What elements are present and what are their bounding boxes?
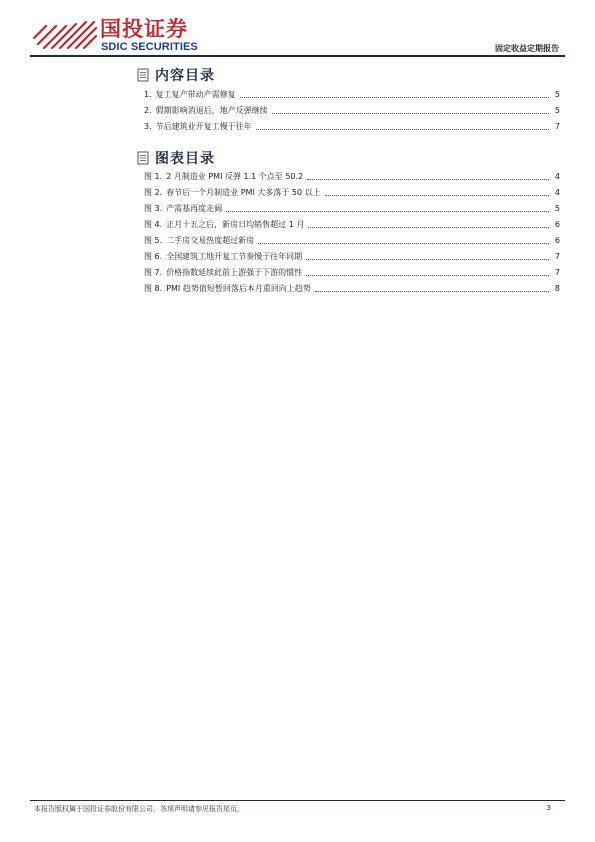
page-header xyxy=(0,0,595,62)
toc-entry-label: 假期影响消退后，地产反弹继续 xyxy=(155,106,268,115)
toc-entry-page: 5 xyxy=(554,90,560,99)
figure-entry-label: 二手房交易热度超过新房 xyxy=(166,236,255,245)
figure-entry-page: 4 xyxy=(554,172,560,181)
toc-entry-number: 3. xyxy=(144,122,152,131)
figure-entry-page: 6 xyxy=(554,220,560,229)
toc-entry[interactable] xyxy=(144,88,560,100)
dot-leader xyxy=(315,291,549,292)
figure-entry[interactable] xyxy=(144,250,560,262)
report-type-label: 固定收益定期报告 xyxy=(495,44,559,53)
toc-entry-page: 5 xyxy=(554,106,560,115)
figure-entry-page: 7 xyxy=(554,268,560,277)
toc-entry-number: 1. xyxy=(144,90,152,99)
figure-entry-number: 图 3. xyxy=(144,204,163,213)
figure-entry-label: 全国建筑工地开复工节奏慢于往年同期 xyxy=(166,252,303,261)
dot-leader xyxy=(226,211,549,212)
dot-leader xyxy=(308,227,549,228)
document-icon xyxy=(137,151,149,165)
figure-entry-page: 6 xyxy=(554,236,560,245)
figure-entry[interactable] xyxy=(144,186,560,198)
footer-divider xyxy=(30,800,565,801)
figure-entry-number: 图 1. xyxy=(144,172,163,181)
figure-entry[interactable] xyxy=(144,266,560,278)
figure-entry-label: 价格指数延续此前上游强于下游的惯性 xyxy=(166,268,303,277)
figure-entry[interactable] xyxy=(144,170,560,182)
page-number: 3 xyxy=(546,804,551,812)
figure-entry-label: 正月十五之后，新房日均销售超过 1 月 xyxy=(166,220,305,229)
footer-disclaimer: 本报告版权属于国投证券股份有限公司，各项声明请参见报告尾页。 xyxy=(34,805,244,813)
figures-heading xyxy=(137,149,215,167)
toc-entry-label: 复工复产带动产需修复 xyxy=(155,90,236,99)
sdic-logo-icon xyxy=(32,16,98,50)
figure-entry-number: 图 2. xyxy=(144,188,163,197)
figure-entry[interactable] xyxy=(144,202,560,214)
document-icon xyxy=(137,68,149,82)
figure-entry-page: 5 xyxy=(554,204,560,213)
toc-entry[interactable] xyxy=(144,120,560,132)
dot-leader xyxy=(240,97,549,98)
figure-entry-number: 图 5. xyxy=(144,236,163,245)
dot-leader xyxy=(306,275,549,276)
figure-entry-page: 4 xyxy=(554,188,560,197)
figure-entry-label: 春节后一个月制造业 PMI 大多落于 50 以上 xyxy=(166,188,321,197)
figure-entry-number: 图 7. xyxy=(144,268,163,277)
figure-entry-number: 图 4. xyxy=(144,220,163,229)
figure-entry-label: PMI 趋势值短暂回落后本月重回向上趋势 xyxy=(166,284,311,293)
figure-entry-label: 产需基再度走阔 xyxy=(166,204,223,213)
dot-leader xyxy=(325,195,549,196)
brand-name-en: SDIC SECURITIES xyxy=(101,41,198,53)
contents-heading xyxy=(137,66,215,84)
brand-name-cn: 国投证券 xyxy=(100,17,188,41)
figures-title: 图表目录 xyxy=(155,151,215,167)
figure-entry[interactable] xyxy=(144,282,560,294)
toc-entry-page: 7 xyxy=(554,122,560,131)
dot-leader xyxy=(307,179,549,180)
figure-entry-page: 7 xyxy=(554,252,560,261)
figure-entry[interactable] xyxy=(144,234,560,246)
figure-entry[interactable] xyxy=(144,218,560,230)
toc-entry[interactable] xyxy=(144,104,560,116)
figure-entry-label: 2 月制造业 PMI 反弹 1.1 个点至 50.2 xyxy=(166,172,304,181)
contents-title: 内容目录 xyxy=(155,68,215,84)
toc-entry-label: 节后建筑业开复工慢于往年 xyxy=(155,122,252,131)
dot-leader xyxy=(306,259,549,260)
figure-entry-page: 8 xyxy=(554,284,560,293)
dot-leader xyxy=(258,243,549,244)
header-divider xyxy=(30,55,565,57)
dot-leader xyxy=(256,129,549,130)
figure-entry-number: 图 8. xyxy=(144,284,163,293)
figure-entry-number: 图 6. xyxy=(144,252,163,261)
toc-entry-number: 2. xyxy=(144,106,152,115)
dot-leader xyxy=(272,113,549,114)
